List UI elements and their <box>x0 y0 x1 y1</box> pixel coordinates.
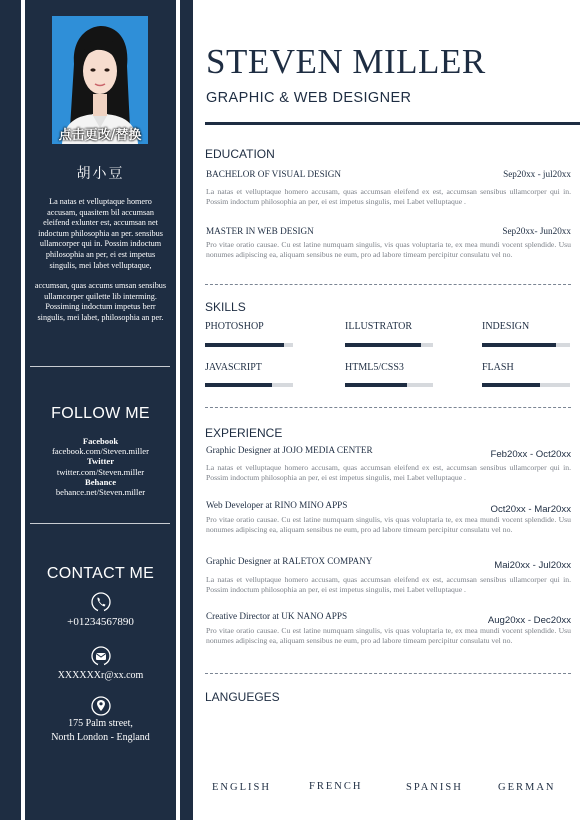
intro-paragraph: La natas et velluptaque homero accusam, quasitem bil accumsan eleifend exlunter est, accumsan net indoctum philosophia an per. sensibus ullamcorper qui in. Possim indoctum philosophia an per, ei est impetus singulis, mei labet velluptaque, <box>38 197 163 270</box>
contact-heading: CONTACT ME <box>46 565 155 582</box>
education-date: Sep20xx - jul20xx <box>503 169 571 179</box>
education-entry-header <box>206 226 571 236</box>
education-description: Pro vitae oratio causae. Cu est latine numquam singulis, vis quas voluptaria te, ex mea mundi vocent splendide. Usu nonumes adipiscing ea, aliquam sensibus ne eum, pro ad labore timeam percipitur consulatu vel no. <box>206 240 571 259</box>
email-address: XXXXXXr@xx.com <box>57 670 144 681</box>
social-network-label: Twitter <box>86 456 115 467</box>
address-line: 175 Palm street, <box>68 718 133 729</box>
experience-date: Oct20xx - Mar20xx <box>490 504 571 515</box>
section-divider <box>205 673 571 674</box>
skill-label: INDESIGN <box>482 321 530 332</box>
contact-address[interactable] <box>25 695 176 745</box>
skill-bar <box>345 343 433 347</box>
education-heading: EDUCATION <box>205 147 275 161</box>
job-title: GRAPHIC & WEB DESIGNER <box>206 90 412 106</box>
language-item: SPANISH <box>406 782 463 793</box>
experience-entry-header <box>206 500 571 515</box>
experience-date: Feb20xx - Oct20xx <box>490 449 571 460</box>
phone-number: +01234567890 <box>67 616 134 628</box>
skills-heading: SKILLS <box>205 300 246 314</box>
skill-bar-fill <box>482 383 540 387</box>
skill-label: ILLUSTRATOR <box>345 321 413 332</box>
sidebar-stripe-left <box>0 0 21 820</box>
experience-date: Aug20xx - Dec20xx <box>487 615 571 626</box>
skill-bar-fill <box>482 343 556 347</box>
skill-bar-fill <box>345 343 421 347</box>
experience-description: Pro vitae oratio causae. Cu est latine numquam singulis, vis quas voluptaria te, ex mea mundi vocent splendide. Usu nonumes adipiscing ea, aliquam sensibus ne eum, pro ad labore timeam percipitur consulatu vel no. <box>206 626 571 645</box>
intro-paragraph: accumsan, quas accums umsan sensibus ullamcorper quilette lib interming. Possiming indoctum impetus berr singulis, mei labet, philosophia an per. <box>34 281 167 322</box>
social-network-label: Behance <box>84 476 117 487</box>
education-date: Sep20xx- Jun20xx <box>502 226 571 236</box>
sidebar-divider <box>30 366 170 367</box>
skill-label: JAVASCRIPT <box>205 362 262 373</box>
sidebar-stripe-right <box>180 0 193 820</box>
social-network-label: Facebook <box>82 436 119 446</box>
experience-role: Web Developer at RINO MINO APPS <box>206 500 348 510</box>
skill-bar-fill <box>205 383 272 387</box>
skill-bar <box>482 383 570 387</box>
experience-entry-header <box>206 611 571 626</box>
education-degree: BACHELOR OF VISUAL DESIGN <box>206 169 342 179</box>
follow-heading: FOLLOW ME <box>51 405 150 422</box>
sidebar-intro <box>34 197 167 324</box>
social-link-behance[interactable]: behance.net/Steven.miller <box>55 487 146 498</box>
skill-bar <box>205 343 293 347</box>
education-entry-header <box>206 169 571 179</box>
header-rule <box>205 122 580 125</box>
experience-role: Graphic Designer at RALETOX COMPANY <box>206 556 373 566</box>
skill-label: PHOTOSHOP <box>205 321 264 332</box>
sidebar-name: 胡小豆 <box>76 166 125 182</box>
experience-description: La natas et velluptaque homero accusam, quas accumsan eleifend ex est, accumsan sensibus ullamcorper qui in. Possim indoctum philosophia an per, ei est impetus singulis, mei Labet velluptaque . <box>206 575 571 594</box>
language-item: ENGLISH <box>212 782 271 793</box>
experience-date: Mai20xx - Jul20xx <box>494 560 571 571</box>
contact-email[interactable] <box>25 645 176 683</box>
skill-bar <box>345 383 433 387</box>
location-pin-icon <box>90 695 112 717</box>
experience-description: Pro vitae oratio causae. Cu est latine numquam singulis, vis quas voluptaria te, ex mea mundi vocent splendide. Usu nonumes adipiscing ea, aliquam sensibus ne eum, pro ad labore timeam percipitur consulatu vel no. <box>206 515 571 534</box>
mail-icon <box>90 645 112 667</box>
photo-replace-caption[interactable]: 点击更改/替换 <box>58 128 142 143</box>
phone-icon <box>90 591 112 613</box>
experience-entry-header <box>206 556 571 571</box>
contact-phone[interactable] <box>25 591 176 629</box>
skill-bar <box>205 383 293 387</box>
section-divider <box>205 284 571 285</box>
education-degree: MASTER IN WEB DESIGN <box>206 226 314 236</box>
languages-heading: LANGUEGES <box>205 690 280 704</box>
skill-bar <box>482 343 570 347</box>
resume-name: STEVEN MILLER <box>206 42 486 81</box>
skill-label: HTML5/CSS3 <box>345 362 404 373</box>
experience-entry-header <box>206 445 571 460</box>
skill-label: FLASH <box>482 362 514 373</box>
section-divider <box>205 407 571 408</box>
address-line: North London - England <box>51 732 150 743</box>
social-links <box>25 436 176 497</box>
sidebar-divider <box>30 523 170 524</box>
experience-heading: EXPERIENCE <box>205 426 283 440</box>
language-item: GERMAN <box>498 782 556 793</box>
experience-role: Creative Director at UK NANO APPS <box>206 611 348 621</box>
social-link-twitter[interactable]: twitter.com/Steven.miller <box>56 466 145 477</box>
education-description: La natas et velluptaque homero accusam, quas accumsan eleifend ex est, accumsan sensibus ullamcorper qui in. Possim indoctum philosophia an per, ei est impetus singulis, mei Labet velluptaque . <box>206 187 571 206</box>
experience-role: Graphic Designer at JOJO MEDIA CENTER <box>206 445 373 455</box>
language-item: FRENCH <box>309 781 363 792</box>
skill-bar-fill <box>345 383 407 387</box>
experience-description: La natas et velluptaque homero accusam, quas accumsan eleifend ex est, accumsan sensibus ullamcorper qui in. Possim indoctum philosophia an per, ei est impetus singulis, mei Labet velluptaque . <box>206 463 571 482</box>
profile-photo[interactable] <box>52 16 148 144</box>
skill-bar-fill <box>205 343 284 347</box>
social-link-facebook[interactable]: facebook.com/Steven.miller <box>52 446 149 457</box>
